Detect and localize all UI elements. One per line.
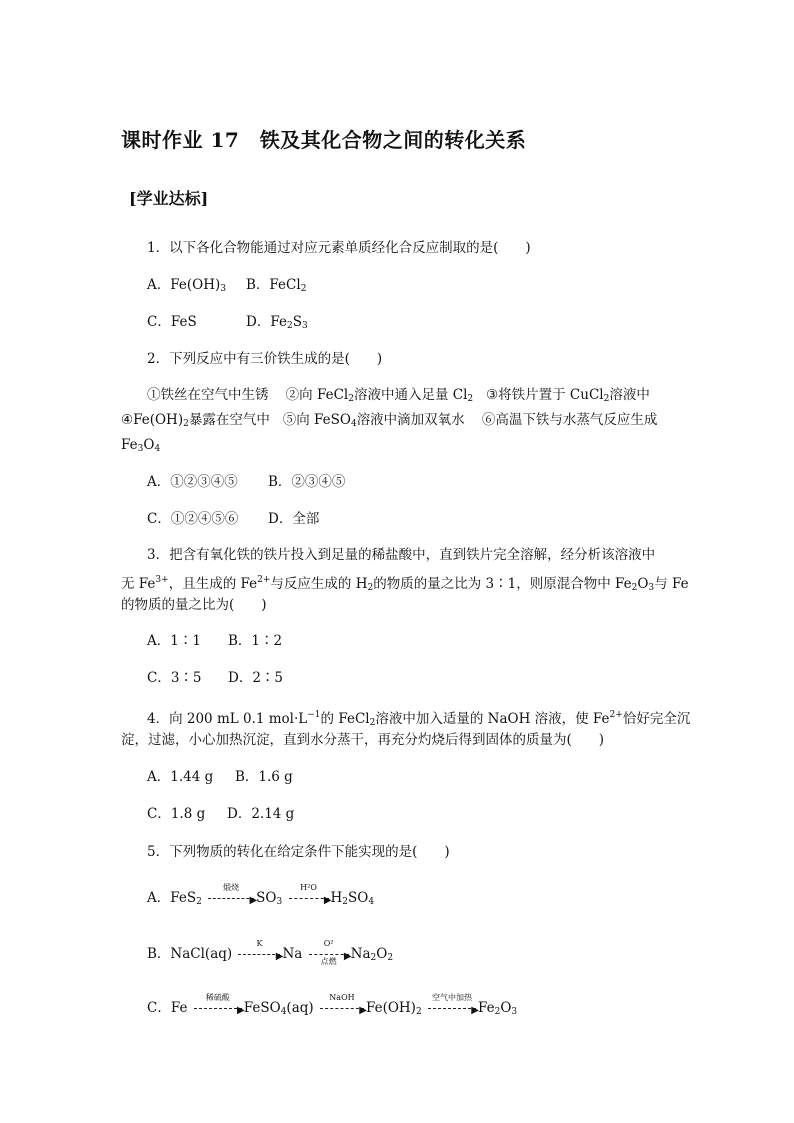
q1-option-a: A．$Fe(OH)_3$ — [147, 277, 226, 294]
q3-option-b: B．1∶2 — [228, 633, 283, 649]
question-4-line-2: 淀，过滤，小心加热沉淀，直到水分蒸干，再充分灼烧后得到固体的质量为( ) — [121, 732, 605, 748]
q2-statements-line-3: $Fe_3O_4$ — [121, 437, 161, 454]
reaction-arrow: H²O ▶ — [289, 890, 329, 904]
q1-option-c: C．FeS — [147, 314, 197, 330]
reaction-arrow: K ▶ — [238, 946, 280, 960]
q2-option-d: D．全部 — [268, 511, 320, 527]
question-3-line-2: 无 $Fe^{3+}$，且生成的 $Fe^{2+}$与反应生成的 $H_2$的物质的量之比为 3∶1，则原混合物中 $Fe_2O_3$与 Fe — [121, 575, 689, 593]
q4-option-d: D．2.14 g — [227, 806, 295, 822]
q2-option-b: B．②③④⑤ — [268, 474, 346, 490]
reaction-arrow: 稀硫酸 ▶ — [194, 1000, 242, 1014]
q4-option-c: C．1.8 g — [147, 806, 206, 822]
question-3-line-3: 的物质的量之比为( ) — [121, 597, 267, 613]
section-heading: [学业达标] — [129, 189, 209, 208]
q2-option-c: C．①②④⑤⑥ — [147, 511, 239, 527]
page-title: 课时作业 17 铁及其化合物之间的转化关系 — [121, 128, 527, 152]
question-1-stem: 1．以下各化合物能通过对应元素单质经化合反应制取的是( ) — [147, 240, 531, 256]
q4-option-b: B．1.6 g — [235, 769, 293, 785]
q5-option-a: A．FeS$_2$ 煅烧 ▶ $SO_3$ H²O ▶ $H_2SO_4$ — [147, 883, 375, 907]
q3-option-d: D．2∶5 — [228, 670, 284, 686]
reaction-arrow: NaOH ▶ — [320, 1000, 364, 1014]
reaction-arrow: 煅烧 ▶ — [208, 890, 254, 904]
q1-option-b: B．FeCl$_2$ — [246, 277, 307, 294]
q5-option-c: C．Fe 稀硫酸 ▶ FeSO$_4$(aq) NaOH ▶ $Fe(OH)_2$ 空气中加热 ▶ $Fe_2O_3$ — [147, 993, 518, 1017]
q1-option-d: D．$Fe_2S_3$ — [246, 314, 308, 331]
reaction-arrow: 空气中加热 ▶ — [428, 1000, 476, 1014]
q3-option-a: A．1∶1 — [147, 633, 201, 649]
question-2-stem: 2．下列反应中有三价铁生成的是( ) — [147, 351, 383, 367]
q3-option-c: C．3∶5 — [147, 670, 202, 686]
reaction-arrow: O² ▶ 点燃 — [309, 946, 349, 960]
question-4-line-1: 4．向 200 mL 0.1 $mol\cdot L^{-1}$的 FeCl$_2$溶液中加入适量的 NaOH 溶液，使 $Fe^{2+}$恰好完全沉 — [147, 710, 691, 728]
q5-option-b: B．NaCl(aq) K ▶ Na O² ▶ 点燃 $Na_2O_2$ — [147, 939, 394, 966]
q2-statements-line-1: ①铁丝在空气中生锈 ②向 FeCl$_2$溶液中通入足量 $Cl_2$ ③将铁片置于 CuCl$_2$溶液中 — [147, 387, 650, 404]
q4-option-a: A．1.44 g — [147, 769, 214, 785]
question-5-stem: 5．下列物质的转化在给定条件下能实现的是( ) — [147, 844, 450, 860]
question-3-line-1: 3．把含有氧化铁的铁片投入到足量的稀盐酸中，直到铁片完全溶解，经分析该溶液中 — [147, 547, 656, 563]
q2-statements-line-2: $④Fe(OH)_2$暴露在空气中 ⑤向 FeSO$_4$溶液中滴加双氧水 ⑥高温下铁与水蒸气反应生成 — [121, 412, 658, 429]
q2-option-a: A．①②③④⑤ — [147, 474, 238, 490]
